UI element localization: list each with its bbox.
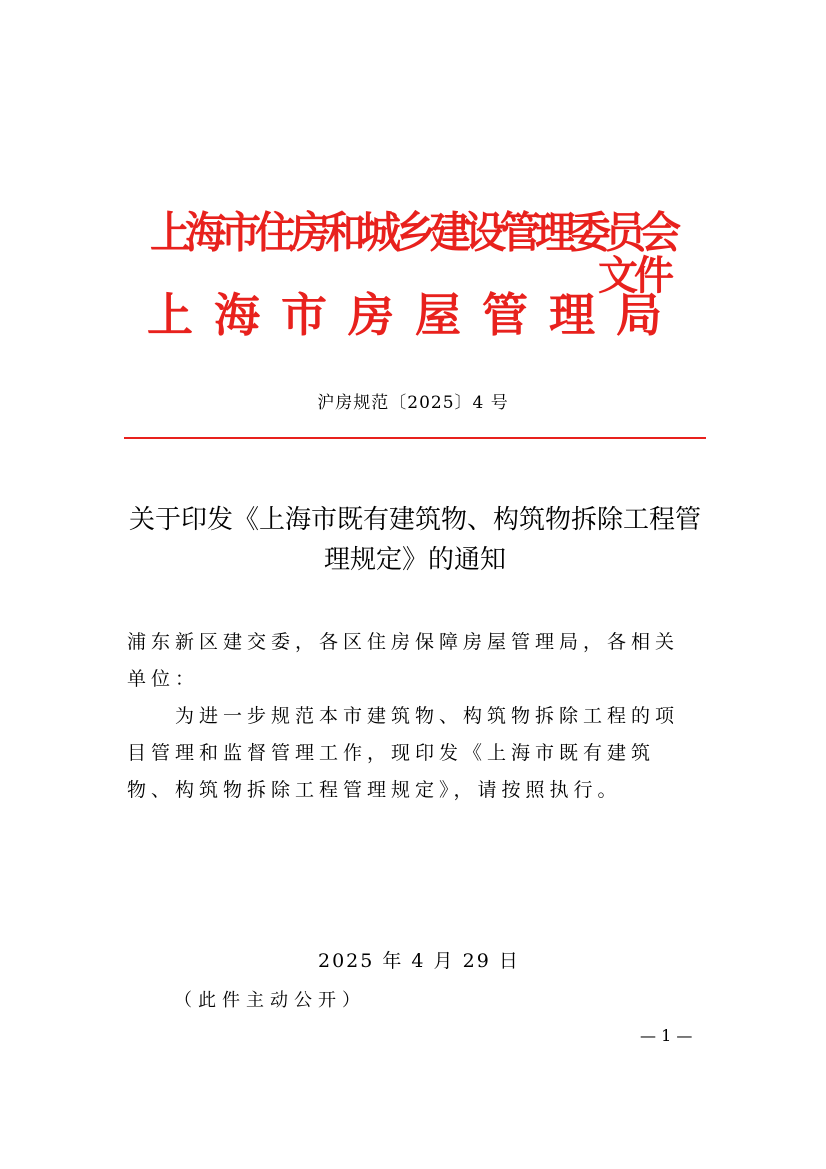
red-divider-line	[124, 437, 706, 439]
page-number: — 1 —	[640, 1026, 693, 1045]
document-title: 关于印发《上海市既有建筑物、构筑物拆除工程管理规定》的通知	[128, 505, 701, 575]
recipients-line: 浦东新区建交委，各区住房保障房屋管理局，各相关单位：	[127, 631, 680, 690]
publicity-note: （此件主动公开）	[174, 990, 366, 1011]
body-paragraph: 为进一步规范本市建筑物、构筑物拆除工程的项目管理和监督管理工作，现印发《上海市既有建筑物、构筑物拆除工程管理规定》，请按照执行。	[127, 705, 680, 801]
header-document-label: 文件	[598, 253, 670, 299]
issuer-name-1: 上海市住房和城乡建设管理委员会	[150, 207, 675, 259]
issuer-name-2: 上海市房屋管理局	[147, 288, 683, 342]
document-number: 沪房规范〔2025〕4 号	[317, 393, 509, 413]
issue-date: 2025 年 4 月 29 日	[318, 950, 520, 972]
document-body	[127, 624, 700, 809]
